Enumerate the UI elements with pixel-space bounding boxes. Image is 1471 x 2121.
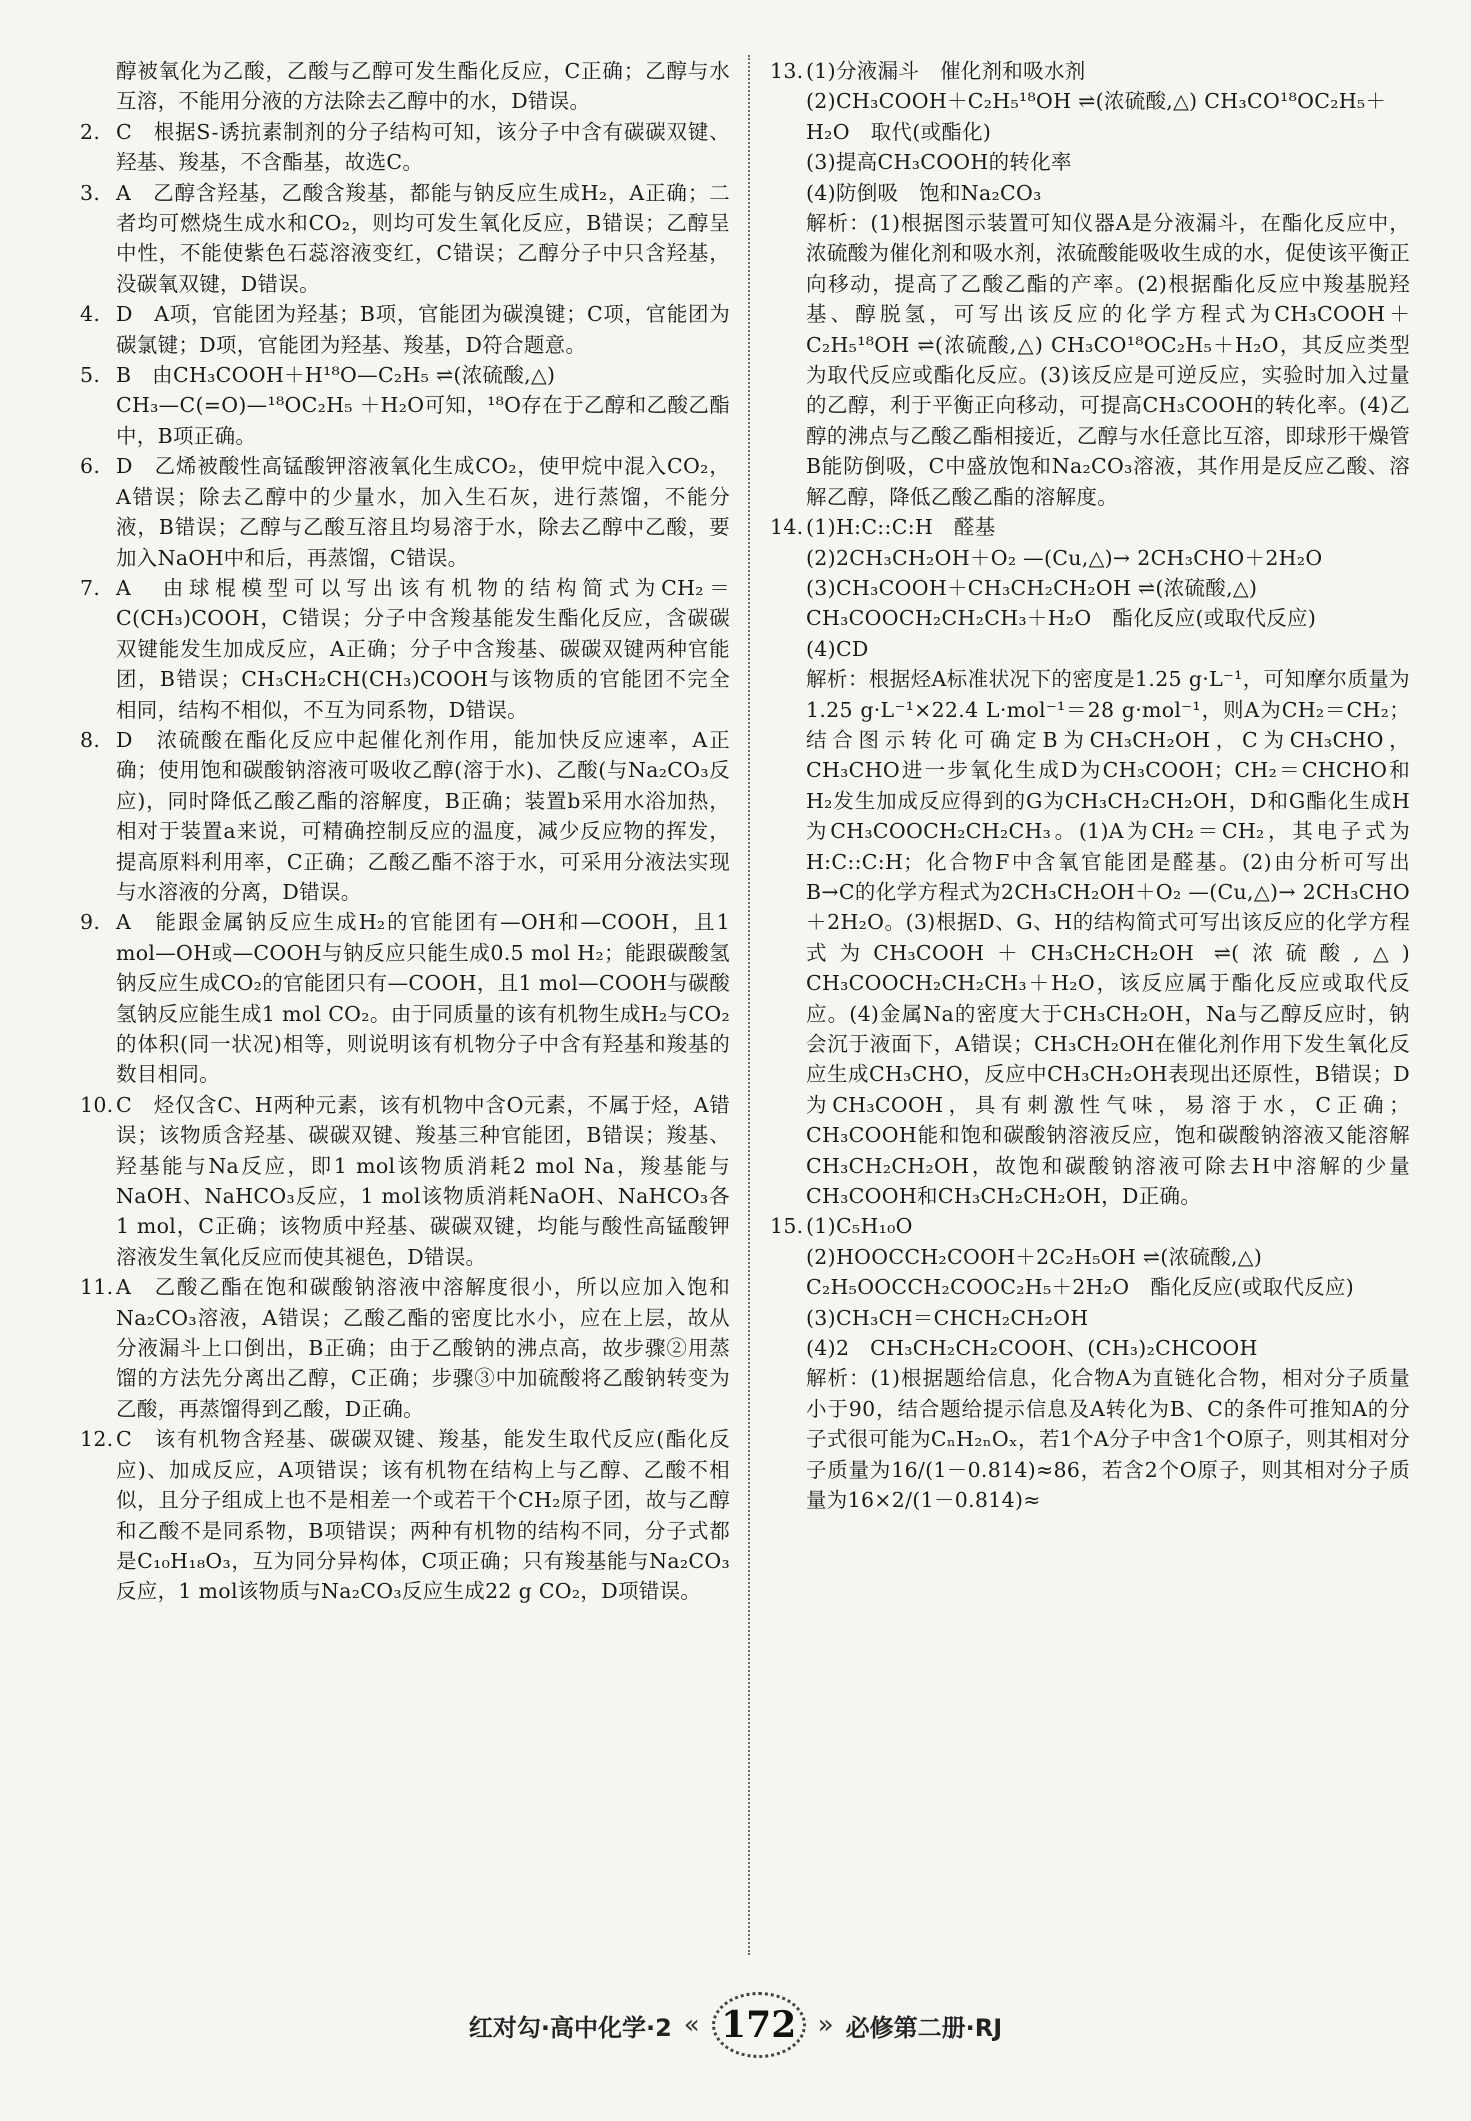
item-text: (4)防倒吸 饱和Na₂CO₃ (806, 180, 1042, 205)
item-text: 醇被氧化为乙酸，乙酸与乙醇可发生酯化反应，C正确；乙醇与水互溶，不能用分液的方法除去乙醇中的水，D错误。 (116, 59, 730, 114)
answer-item (770, 56, 1410, 86)
item-text: D 乙烯被酸性高锰酸钾溶液氧化生成CO₂，使甲烷中混入CO₂，A错误；除去乙醇中的少量水，加入生石灰，进行蒸馏，不能分液，B错误；乙醇与乙酸互溶且均易溶于水，除去乙醇中乙酸，要加入NaOH中和后，再蒸馏，C错误。 (116, 454, 730, 570)
answer-item (770, 634, 1410, 664)
item-text: (2)HOOCCH₂COOH＋2C₂H₅OH ⇌(浓硫酸,△) C₂H₅OOCCH₂COOC₂H₅＋2H₂O 酯化反应(或取代反应) (806, 1244, 1355, 1300)
item-number: 2. (80, 119, 101, 144)
item-text: 解析：根据烃A标准状况下的密度是1.25 g·L⁻¹，可知摩尔质量为1.25 g·L⁻¹×22.4 L·mol⁻¹＝28 g·mol⁻¹，则A为CH₂＝CH₂；结合图示转化可确定B为CH₃CH₂OH，C为CH₃CHO，CH₃CHO进一步氧化生成D为CH₃COOH；CH₂＝CHCHO和H₂发生加成反应得到的G为CH₃CH₂CH₂OH，D和G酯化生成H为CH₃COOCH₂CH₂CH₃。(1)A为CH₂＝CH₂，其电子式为H:C::C:H；化合物F中含氧官能团是醛基。(2)由分析可写出B→C的化学方程式为2CH₃CH₂OH＋O₂ —(Cu,△)→ 2CH₃CHO＋2H₂O。(3)根据D、G、H的结构简式可写出该反应的化学方程式为CH₃COOH＋CH₃CH₂CH₂OH ⇌(浓硫酸,△) CH₃COOCH₂CH₂CH₃＋H₂O，该反应属于酯化反应或取代反应。(4)金属Na的密度大于CH₃CH₂OH，Na与乙醇反应时，钠会沉于液面下，A错误；CH₃CH₂OH在催化剂作用下发生氧化反应生成CH₃CHO，反应中CH₃CH₂OH表现出还原性，B错误；D为CH₃COOH，具有刺激性气味，易溶于水，C正确；CH₃COOH能和饱和碳酸钠溶液反应，饱和碳酸钠溶液又能溶解CH₃CH₂CH₂OH，故饱和碳酸钠溶液可除去H中溶解的少量CH₃COOH和CH₃CH₂CH₂OH，D正确。 (806, 667, 1417, 1209)
item-number: 14. (770, 515, 804, 540)
item-number: 7. (80, 575, 101, 600)
item-text: (2)CH₃COOH＋C₂H₅¹⁸OH ⇌(浓硫酸,△) CH₃CO¹⁸OC₂H₅＋ H₂O 取代(或酯化) (806, 89, 1387, 144)
item-text: 解析：(1)根据题给信息，化合物A为直链化合物，相对分子质量小于90，结合题给提示信息及A转化为B、C的条件可推知A的分子式很可能为CₙH₂ₙOₓ，若1个A分子中含1个O原子，则其相对分子质量为16/(1－0.814)≈86，若含2个O原子，则其相对分子质量为16×2/(1－0.814)≈ (806, 1366, 1410, 1513)
item-number (770, 543, 806, 573)
item-number: 3. (80, 180, 101, 205)
item-text: C 烃仅含C、H两种元素，该有机物中含O元素，不属于烃，A错误；该物质含羟基、碳碳双键、羧基三种官能团，B错误；羧基、羟基能与Na反应，即1 mol该物质消耗2 mol Na，羧基能与NaOH、NaHCO₃反应，1 mol该物质消耗NaOH、NaHCO₃各1 mol，C正确；该物质中羟基、碳碳双键，均能与酸性高锰酸钾溶液发生氧化反应而使其褪色，D错误。 (116, 1092, 730, 1269)
page-footer (0, 1985, 1471, 2065)
item-number (770, 1242, 806, 1303)
item-text: (3)CH₃COOH＋CH₃CH₂CH₂OH ⇌(浓硫酸,△) CH₃COOCH₂CH₂CH₃＋H₂O 酯化反应(或取代反应) (806, 575, 1317, 631)
item-text: D 浓硫酸在酯化反应中起催化剂作用，能加快反应速率，A正确；使用饱和碳酸钠溶液可吸收乙醇(溶于水)、乙酸(与Na₂CO₃反应)，同时降低乙酸乙酯的溶解度，B正确；装置b采用水浴加热，相对于装置a来说，可精确控制反应的温度，减少反应物的挥发，提高原料利用率，C正确；乙酸乙酯不溶于水，可采用分液法实现与水溶液的分离，D错误。 (116, 727, 730, 904)
answer-item (80, 907, 737, 1089)
item-text: A 能跟金属钠反应生成H₂的官能团有—OH和—COOH，且1 mol—OH或—COOH与钠反应只能生成0.5 mol H₂；能跟碳酸氢钠反应生成CO₂的官能团只有—COOH，且1 mol—COOH与碳酸氢钠反应能生成1 mol CO₂。由于同质量的该有机物生成H₂与CO₂的体积(同一状况)相等，则说明该有机物分子中含有羟基和羧基的数目相同。 (116, 910, 737, 1087)
column-divider (748, 55, 750, 1955)
item-number: 6. (80, 454, 101, 479)
item-text: (2)2CH₃CH₂OH＋O₂ —(Cu,△)→ 2CH₃CHO＋2H₂O (806, 545, 1323, 570)
answer-item (80, 178, 730, 300)
answer-item (80, 56, 730, 117)
answer-item (770, 573, 1410, 634)
item-text: (3)CH₃CH＝CHCH₂CH₂OH (806, 1305, 1089, 1330)
left-column (80, 56, 737, 1607)
item-number (80, 56, 116, 117)
item-number: 4. (80, 302, 101, 327)
analysis-text (770, 1363, 1410, 1515)
item-text: A 乙醇含羟基，乙酸含羧基，都能与钠反应生成H₂，A正确；二者均可燃烧生成水和CO₂，则均可发生氧化反应，B错误；乙醇呈中性，不能使紫色石蕊溶液变红，C错误；乙醇分子中只含羟基，没碳氧双键，D错误。 (116, 180, 730, 296)
answer-item (770, 147, 1410, 177)
answer-item (80, 451, 730, 573)
item-number: 13. (770, 59, 804, 83)
item-number (770, 147, 806, 177)
answer-item (770, 1242, 1410, 1303)
item-number (770, 86, 806, 147)
item-number: 9. (80, 910, 101, 935)
answer-item (770, 86, 1410, 147)
page-number: 172 (712, 1992, 806, 2058)
analysis-text (770, 664, 1417, 1211)
item-number (770, 208, 806, 512)
answer-item (80, 299, 730, 360)
item-number: 10. (80, 1092, 114, 1117)
answer-item (80, 1424, 730, 1606)
item-number (770, 634, 806, 664)
right-guillemet: » (817, 2010, 834, 2040)
book-edition: 必修第二册·RJ (845, 2013, 1003, 2042)
item-number (770, 664, 806, 1211)
item-text: B 由CH₃COOH＋H¹⁸O—C₂H₅ ⇌(浓硫酸,△) CH₃—C(=O)—¹⁸OC₂H₅ ＋H₂O可知，¹⁸O存在于乙醇和乙酸乙酯中，B项正确。 (116, 363, 730, 448)
item-text: (4)CD (806, 636, 869, 661)
item-number: 5. (80, 363, 101, 388)
item-number: 12. (80, 1427, 114, 1452)
answer-item (770, 512, 1410, 542)
answer-item (80, 1090, 730, 1272)
answer-item (770, 1303, 1410, 1333)
answer-item (770, 543, 1410, 573)
item-number (770, 1303, 806, 1333)
item-text: C 该有机物含羟基、碳碳双键、羧基，能发生取代反应(酯化反应)、加成反应，A项错误；该有机物在结构上与乙醇、乙酸不相似，且分子组成上也不是相差一个或若干个CH₂原子团，故与乙醇和乙酸不是同系物，B项错误；两种有机物的结构不同，分子式都是C₁₀H₁₈O₃，互为同分异构体，C项正确；只有羧基能与Na₂CO₃反应，1 mol该物质与Na₂CO₃反应生成22 g CO₂，D项错误。 (116, 1427, 730, 1604)
answer-item (80, 725, 730, 907)
item-number (770, 1363, 806, 1515)
right-column (770, 56, 1417, 1516)
answer-item (770, 1333, 1410, 1363)
item-text: A 由球棍模型可以写出该有机物的结构简式为CH₂＝C(CH₃)COOH，C错误；分子中含羧基能发生酯化反应，含碳碳双键能发生加成反应，A正确；分子中含羧基、碳碳双键两种官能团，B错误；CH₃CH₂CH(CH₃)COOH与该物质的官能团不完全相同，结构不相似，不互为同系物，D错误。 (116, 575, 730, 722)
item-number: 8. (80, 727, 101, 752)
answer-item (770, 1211, 1410, 1241)
item-number (770, 178, 806, 208)
item-text: A 乙酸乙酯在饱和碳酸钠溶液中溶解度很小，所以应加入饱和Na₂CO₃溶液，A错误；乙酸乙酯的密度比水小，应在上层，故从分液漏斗上口倒出，B正确；由于乙酸钠的沸点高，故步骤②用蒸馏的方法先分离出乙醇，C正确；步骤③中加硫酸将乙酸钠转变为乙酸，再蒸馏得到乙酸，D正确。 (116, 1275, 730, 1421)
item-text: 解析：(1)根据图示装置可知仪器A是分液漏斗，在酯化反应中，浓硫酸为催化剂和吸水剂，浓硫酸能吸收生成的水，促使该平衡正向移动，提高了乙酸乙酯的产率。(2)根据酯化反应中羧基脱羟基、醇脱氢，可写出该反应的化学方程式为CH₃COOH＋C₂H₅¹⁸OH ⇌(浓硫酸,△) CH₃CO¹⁸OC₂H₅＋H₂O，其反应类型为取代反应或酯化反应。(3)该反应是可逆反应，实验时加入过量的乙醇，利于平衡正向移动，可提高CH₃COOH的转化率。(4)乙醇的沸点与乙酸乙酯相接近，乙醇与水任意比互溶，即球形干燥管B能防倒吸，C中盛放饱和Na₂CO₃溶液，其作用是反应乙酸、溶解乙醇，降低乙酸乙酯的溶解度。 (806, 211, 1410, 509)
book-title: 红对勾·高中化学·2 (468, 2013, 672, 2042)
analysis-text (770, 208, 1410, 512)
item-text: (3)提高CH₃COOH的转化率 (806, 150, 1072, 175)
item-number: 11. (80, 1275, 114, 1300)
answer-item (80, 117, 730, 178)
item-text: C 根据S-诱抗素制剂的分子结构可知，该分子中含有碳碳双键、羟基、羧基，不含酯基，故选C。 (116, 119, 730, 175)
answer-item (80, 573, 730, 725)
item-number (770, 573, 806, 634)
item-text: (1)C₅H₁₀O (806, 1214, 913, 1239)
item-text: (4)2 CH₃CH₂CH₂COOH、(CH₃)₂CHCOOH (806, 1336, 1258, 1361)
item-number (770, 1333, 806, 1363)
left-guillemet: « (683, 2010, 700, 2040)
item-text: (1)H:C::C:H 醛基 (806, 515, 996, 540)
answer-item (80, 1272, 730, 1424)
answer-item (80, 360, 730, 451)
item-text: D A项，官能团为羟基；B项，官能团为碳溴键；C项，官能团为碳氯键；D项，官能团为羟基、羧基，D符合题意。 (116, 302, 730, 357)
item-number: 15. (770, 1214, 804, 1239)
item-text: (1)分液漏斗 催化剂和吸水剂 (806, 59, 1086, 83)
answer-item (770, 178, 1410, 208)
